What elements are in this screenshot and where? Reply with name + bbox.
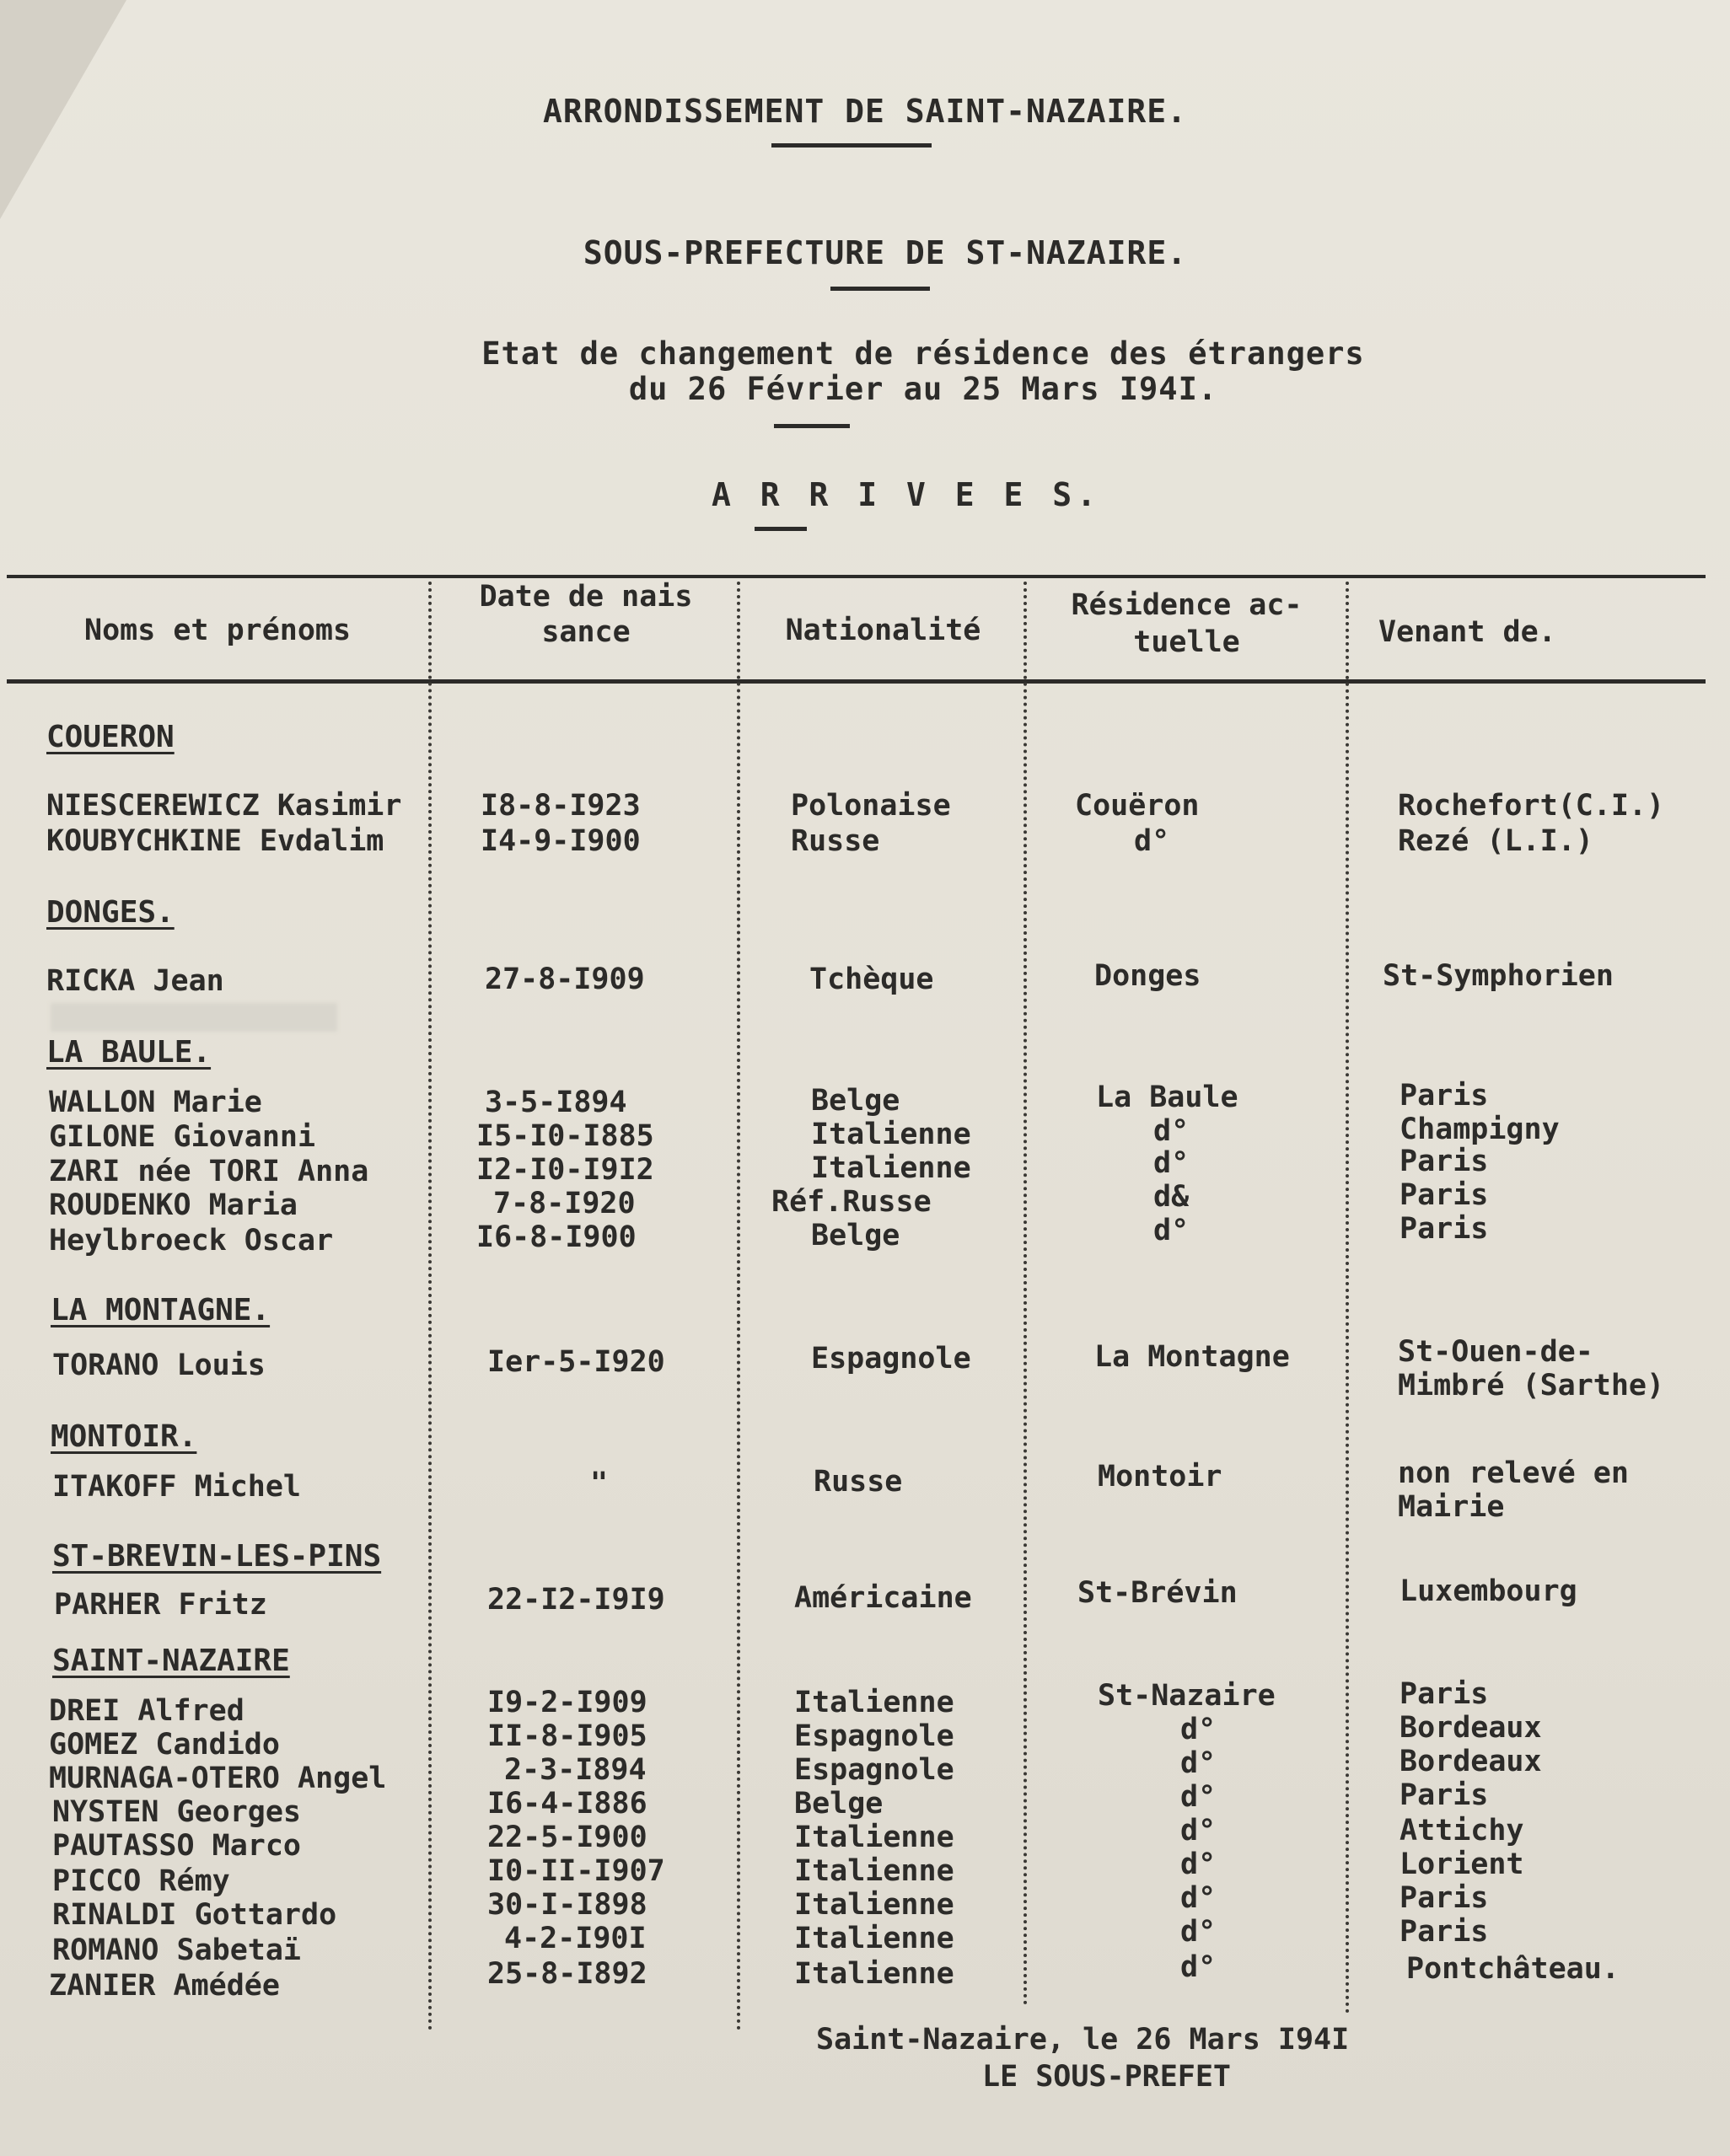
cell-birth: 30-I-I898 <box>487 1888 647 1922</box>
cell-residence: d° <box>1180 1950 1217 1984</box>
cell-birth: 2-3-I894 <box>504 1753 647 1787</box>
cell-from: Paris <box>1400 1079 1489 1113</box>
column-separator <box>428 582 435 2031</box>
cell-from: Bordeaux <box>1400 1711 1542 1745</box>
column-separator <box>1023 582 1030 2006</box>
cell-from: Rochefort(C.I.) <box>1398 789 1665 823</box>
cell-name: NIESCEREWICZ Kasimir <box>46 789 402 823</box>
cell-from: Champigny <box>1400 1113 1560 1146</box>
place-date: Saint-Nazaire, le 26 Mars I94I <box>816 2023 1350 2057</box>
cell-nationality: Tchèque <box>809 963 934 996</box>
cell-nationality: Italienne <box>794 1957 954 1991</box>
cell-nationality: Belge <box>794 1787 884 1821</box>
cell-residence: St-Nazaire <box>1098 1679 1276 1713</box>
cell-birth: II-8-I905 <box>487 1719 647 1753</box>
cell-nationality: Italienne <box>811 1151 971 1185</box>
cell-residence: La Baule <box>1096 1081 1238 1114</box>
cell-name: Heylbroeck Oscar <box>49 1224 334 1258</box>
town-heading: LA BAULE. <box>46 1035 212 1070</box>
cell-residence: La Montagne <box>1094 1340 1290 1374</box>
subtitle-line-1: Etat de changement de résidence des étrangers <box>481 335 1365 372</box>
cell-residence: d° <box>1180 1746 1217 1780</box>
cell-residence: d° <box>1180 1848 1217 1881</box>
cell-birth: I4-9-I900 <box>481 824 641 858</box>
cell-residence: d° <box>1153 1214 1190 1247</box>
cell-birth: I6-4-I886 <box>487 1787 647 1821</box>
cell-nationality: Italienne <box>794 1821 954 1854</box>
cell-nationality: Américaine <box>794 1581 972 1615</box>
cell-name: PICCO Rémy <box>52 1864 230 1898</box>
cell-name: TORANO Louis <box>52 1349 266 1382</box>
cell-residence: d° <box>1180 1780 1217 1814</box>
column-separator <box>1346 582 1352 2014</box>
cell-nationality: Italienne <box>794 1854 954 1888</box>
cell-from: Paris <box>1400 1178 1489 1212</box>
cell-birth: " <box>590 1467 609 1500</box>
cell-from: St-Symphorien <box>1383 959 1614 993</box>
cell-from-cont: Mimbré (Sarthe) <box>1398 1369 1665 1402</box>
cell-residence: d° <box>1180 1713 1217 1746</box>
cell-nationality: Belge <box>811 1084 900 1118</box>
subtitle-line-2: du 26 Février au 25 Mars I94I. <box>628 371 1218 407</box>
section-title: A R R I V E E S. <box>711 476 1102 513</box>
column-separator <box>737 582 744 2031</box>
cell-nationality: Russe <box>814 1465 903 1499</box>
cell-name: ZANIER Amédée <box>49 1969 280 2003</box>
cell-nationality: Polonaise <box>791 789 951 823</box>
cell-name: NYSTEN Georges <box>52 1795 302 1829</box>
cell-name: RINALDI Gottardo <box>52 1898 337 1932</box>
cell-from: Paris <box>1400 1212 1489 1246</box>
cell-from: Paris <box>1400 1881 1489 1915</box>
header-birth-1: Date de nais <box>479 580 693 614</box>
town-heading: MONTOIR. <box>51 1419 197 1454</box>
cell-birth: I2-I0-I9I2 <box>476 1153 654 1187</box>
cell-residence: d° <box>1180 1915 1217 1949</box>
cell-from: Bordeaux <box>1400 1745 1542 1778</box>
cell-from: Paris <box>1400 1915 1489 1949</box>
cell-from: Paris <box>1400 1677 1489 1711</box>
header-from: Venant de. <box>1378 615 1556 649</box>
cell-residence: Montoir <box>1098 1460 1222 1494</box>
cell-residence: d° <box>1153 1146 1190 1180</box>
cell-name: RICKA Jean <box>46 964 224 998</box>
title-underline <box>771 143 932 147</box>
cell-name: PARHER Fritz <box>54 1588 267 1622</box>
cell-birth: 3-5-I894 <box>485 1086 627 1119</box>
cell-birth: I5-I0-I885 <box>476 1119 654 1153</box>
cell-name: ROUDENKO Maria <box>49 1188 298 1222</box>
cell-name: ITAKOFF Michel <box>52 1470 302 1504</box>
cell-from: Attichy <box>1400 1814 1524 1848</box>
cell-from-cont: Mairie <box>1398 1490 1505 1524</box>
cell-birth: 22-5-I900 <box>487 1821 647 1854</box>
cell-from: Paris <box>1400 1145 1489 1178</box>
town-heading: LA MONTAGNE. <box>51 1293 271 1327</box>
town-heading: DONGES. <box>46 895 175 930</box>
cell-name: ZARI née TORI Anna <box>49 1155 369 1188</box>
cell-name: ROMANO Sabetaï <box>52 1933 302 1967</box>
subtitle-underline <box>774 424 850 428</box>
cell-birth: I6-8-I900 <box>476 1220 637 1254</box>
cell-nationality: Russe <box>791 824 880 858</box>
cell-name: GOMEZ Candido <box>49 1728 280 1762</box>
cell-from: St-Ouen-de- <box>1398 1335 1593 1369</box>
cell-birth: I9-2-I909 <box>487 1686 647 1719</box>
prefecture-underline <box>830 287 930 291</box>
cell-nationality: Italienne <box>794 1888 954 1922</box>
cell-from: Rezé (L.I.) <box>1398 824 1593 858</box>
cell-nationality: Réf.Russe <box>771 1185 932 1219</box>
header-residence-2: tuelle <box>1133 625 1240 659</box>
cell-birth: 4-2-I90I <box>504 1922 647 1955</box>
cell-residence: d& <box>1153 1180 1190 1214</box>
header-birth-2: sance <box>541 615 631 649</box>
cell-birth: 22-I2-I9I9 <box>487 1583 665 1617</box>
arrondissement-title: ARRONDISSEMENT DE SAINT-NAZAIRE. <box>542 93 1188 130</box>
cell-residence: d° <box>1180 1881 1217 1915</box>
prefecture-title: SOUS-PREFECTURE DE ST-NAZAIRE. <box>583 234 1188 271</box>
cell-birth: I0-II-I907 <box>487 1854 665 1888</box>
faint-erased-entry <box>51 1003 337 1032</box>
cell-from: Luxembourg <box>1400 1574 1577 1608</box>
cell-from: Pontchâteau. <box>1406 1952 1620 1986</box>
cell-nationality: Belge <box>811 1219 900 1252</box>
cell-name: WALLON Marie <box>49 1086 262 1119</box>
cell-nationality: Italienne <box>794 1686 954 1719</box>
cell-name: KOUBYCHKINE Evdalim <box>46 824 384 858</box>
town-heading: ST-BREVIN-LES-PINS <box>52 1539 382 1574</box>
cell-nationality: Italienne <box>811 1118 971 1151</box>
cell-birth: 27-8-I909 <box>485 963 645 996</box>
cell-from: non relevé en <box>1398 1456 1629 1490</box>
cell-nationality: Espagnole <box>794 1753 954 1787</box>
cell-name: PAUTASSO Marco <box>52 1829 302 1863</box>
cell-nationality: Italienne <box>794 1922 954 1955</box>
cell-residence: d° <box>1180 1814 1217 1848</box>
header-names: Noms et prénoms <box>84 614 352 647</box>
town-heading: COUERON <box>46 720 175 754</box>
cell-name: MURNAGA-OTERO Angel <box>49 1762 387 1795</box>
cell-residence: d° <box>1153 1114 1190 1148</box>
cell-birth: 7-8-I920 <box>493 1187 636 1220</box>
section-underline <box>755 527 807 531</box>
cell-name: DREI Alfred <box>49 1694 244 1728</box>
cell-residence: Couëron <box>1075 789 1200 823</box>
cell-from: Paris <box>1400 1778 1489 1812</box>
cell-birth: Ier-5-I920 <box>487 1345 665 1379</box>
cell-residence: Donges <box>1094 959 1201 993</box>
cell-birth: I8-8-I923 <box>481 789 641 823</box>
cell-birth: 25-8-I892 <box>487 1957 647 1991</box>
cell-residence: d° <box>1134 824 1170 858</box>
cell-from: Lorient <box>1400 1848 1524 1881</box>
cell-name: GILONE Giovanni <box>49 1120 316 1154</box>
cell-residence: St-Brévin <box>1077 1576 1238 1610</box>
table-header-rule <box>7 679 1706 684</box>
signatory: LE SOUS-PREFET <box>982 2060 1232 2094</box>
town-heading: SAINT-NAZAIRE <box>52 1644 290 1678</box>
header-nationality: Nationalité <box>785 614 981 647</box>
table-top-rule <box>7 575 1706 578</box>
cell-nationality: Espagnole <box>794 1719 954 1753</box>
cell-nationality: Espagnole <box>811 1342 971 1376</box>
header-residence-1: Résidence ac- <box>1071 588 1303 622</box>
